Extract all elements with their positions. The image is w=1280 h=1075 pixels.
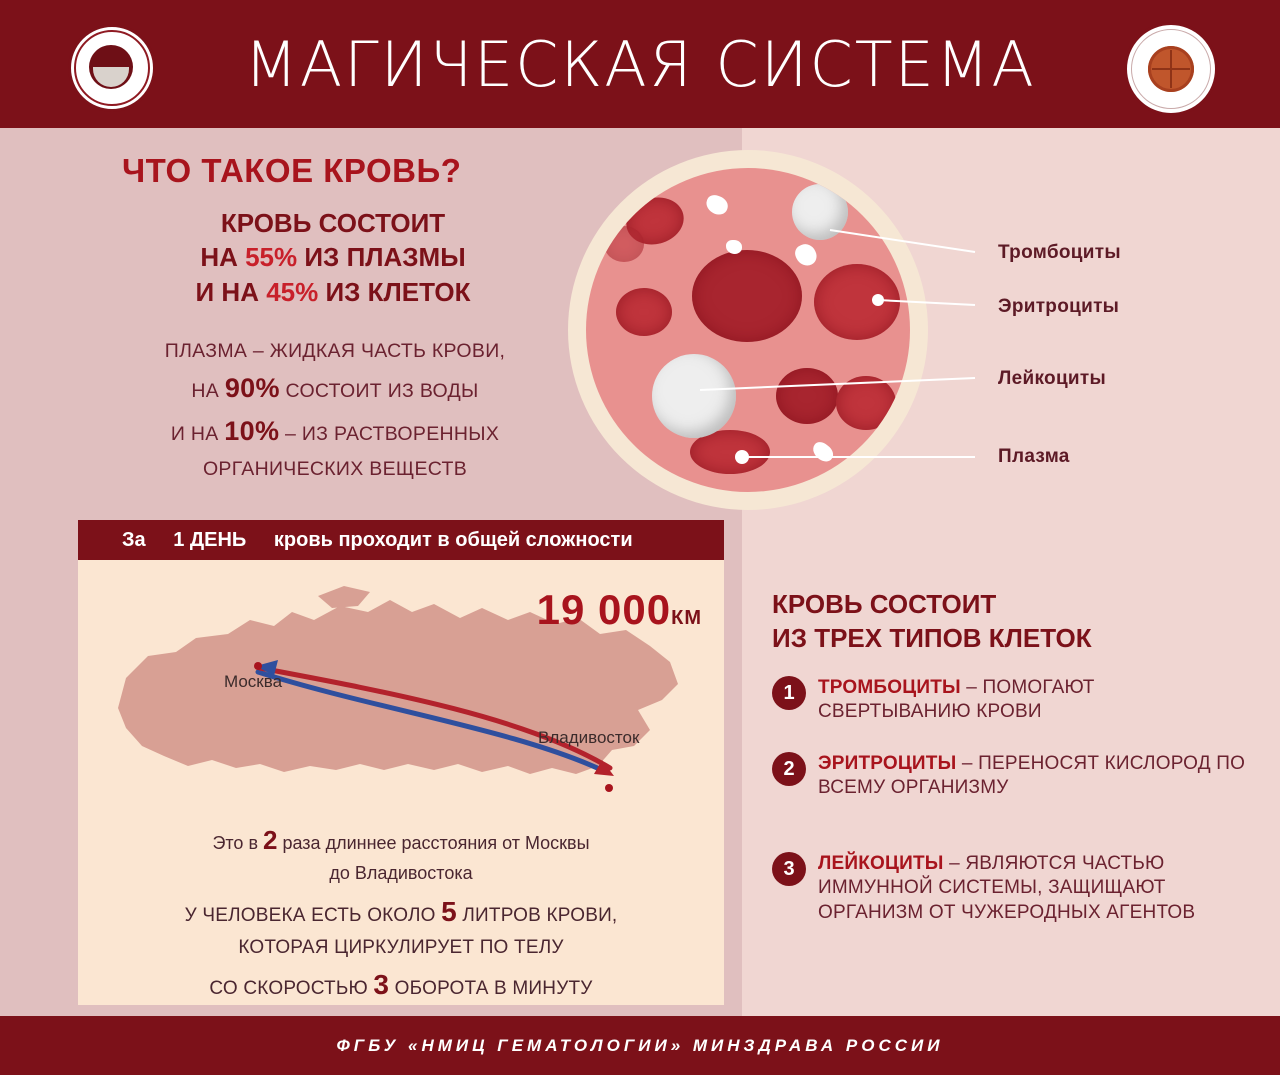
erythrocyte [692, 250, 802, 342]
map-comparison-note [78, 822, 724, 886]
speed-turns: 3 [373, 968, 390, 1000]
organics-percent-value: 10 [224, 416, 255, 447]
footer-text: ФГБУ «НМИЦ ГЕМАТОЛОГИИ» МИНЗДРАВА РОССИИ [336, 1035, 944, 1055]
plasma-line-2-suffix: СОСТОИТ ИЗ ВОДЫ [279, 380, 479, 403]
city-label-moscow: Москва [224, 672, 283, 691]
callout-erythrocytes: Эритроциты [998, 296, 1120, 317]
cell-icon [1148, 46, 1194, 92]
composition-block [118, 206, 548, 309]
water-percent-value: 90 [224, 373, 256, 404]
composition-line-2-suffix: ИЗ ПЛАЗМЫ [297, 242, 466, 273]
plasma-line-3-prefix: И НА [170, 423, 225, 446]
composition-line-3-prefix: И НА [195, 276, 267, 307]
callout-platelets: Тромбоциты [998, 242, 1121, 263]
volume-prefix: У ЧЕЛОВЕКА ЕСТЬ ОКОЛО [184, 905, 442, 926]
blood-volume-line-3 [78, 963, 724, 1005]
question-title: ЧТО ТАКОЕ КРОВЬ? [122, 152, 462, 189]
moscow-dot [254, 662, 262, 670]
composition-line-2 [118, 240, 548, 274]
cell-description [818, 852, 1248, 925]
platelet [726, 240, 742, 254]
leukocyte [652, 354, 736, 438]
plasma-description [100, 336, 570, 485]
cells-title-line-1: КРОВЬ СОСТОИТ [772, 589, 997, 619]
cells-percent: 45% [266, 276, 319, 307]
composition-line-2-prefix: НА [200, 242, 246, 273]
speed-suffix: ОБОРОТА В МИНУТУ [389, 977, 593, 999]
map-comparison-line-1 [78, 822, 724, 860]
cell-description [818, 676, 1248, 725]
map-note-prefix: Это в [212, 833, 264, 853]
plasma-line-4: ОРГАНИЧЕСКИХ ВЕЩЕСТВ [202, 457, 468, 480]
cell-desc-text: – ПОМОГАЮТ СВЕРТЫВАНИЮ КРОВИ [818, 677, 1095, 723]
poster-header [0, 0, 1280, 128]
map-header-bar [78, 520, 724, 560]
erythrocyte [604, 226, 644, 262]
plasma-line-2 [100, 367, 570, 410]
cell-name: ЭРИТРОЦИТЫ [818, 753, 957, 774]
erythrocyte [776, 368, 838, 424]
map-header-days: 1 ДЕНЬ [173, 528, 247, 551]
cell-number-badge: 3 [772, 852, 806, 886]
erythrocyte [836, 376, 896, 430]
plasma-line-1: ПЛАЗМА – ЖИДКАЯ ЧАСТЬ КРОВИ, [164, 340, 506, 362]
distance-number: 19 000 [536, 586, 672, 633]
plasma-percent: 55% [245, 242, 298, 273]
callout-leukocytes: Лейкоциты [998, 368, 1107, 389]
organics-percent-sign: % [254, 416, 280, 447]
gematology-center-logo [68, 24, 156, 112]
erythrocyte [616, 288, 672, 336]
map-panel [78, 560, 724, 1005]
blood-volume-line-2: КОТОРАЯ ЦИРКУЛИРУЕТ ПО ТЕЛУ [238, 937, 564, 959]
cell-desc-text: – ЯВЛЯЮТСЯ ЧАСТЬЮ ИММУННОЙ СИСТЕМЫ, ЗАЩИЩАЮТ ОРГАНИЗМ ОТ ЧУЖЕРОДНЫХ АГЕНТОВ [818, 853, 1196, 923]
platelet [809, 439, 836, 465]
map-header-text [78, 529, 633, 552]
callout-plasma: Плазма [998, 446, 1070, 467]
blood-field [586, 168, 910, 492]
distance-value [537, 586, 702, 634]
map-header-prefix: За [122, 528, 152, 551]
platelet [704, 193, 731, 217]
cell-desc-text: – ПЕРЕНОСЯТ КИСЛОРОД ПО ВСЕМУ ОРГАНИЗМУ [818, 753, 1246, 799]
map-comparison-line-2: до Владивостока [329, 862, 473, 883]
page-title: МАГИЧЕСКАЯ СИСТЕМА [244, 27, 1036, 101]
blood-composition-illustration [568, 150, 928, 510]
erythrocyte [814, 264, 900, 340]
map-note-suffix: раза длиннее расстояния от Москвы [277, 833, 590, 853]
map-header-suffix: кровь проходит в общей сложности [268, 528, 633, 551]
blood-drop-icon [89, 45, 133, 89]
blood-volume-line-1 [78, 890, 724, 933]
plasma-line-2-prefix: НА [191, 380, 225, 403]
distance-unit: КМ [671, 607, 702, 629]
cells-section-title [772, 588, 1092, 656]
cell-name: ЛЕЙКОЦИТЫ [818, 853, 944, 874]
composition-line-3 [118, 275, 548, 309]
leukocyte [792, 184, 848, 240]
blood-volume-note [78, 890, 724, 1005]
cells-title-line-2: ИЗ ТРЕХ ТИПОВ КЛЕТОК [772, 622, 1092, 653]
volume-liters: 5 [441, 896, 457, 927]
city-label-vladivostok: Владивосток [538, 728, 640, 747]
platelet [792, 241, 819, 269]
cell-description [818, 752, 1248, 801]
cell-name: ТРОМБОЦИТЫ [818, 677, 961, 698]
vladivostok-dot [605, 784, 613, 792]
water-percent-sign: % [255, 373, 280, 404]
plasma-line-3 [100, 410, 570, 453]
composition-line-1: КРОВЬ СОСТОИТ [220, 208, 446, 238]
speed-prefix: СО СКОРОСТЬЮ [209, 977, 374, 999]
poster-footer [0, 1016, 1280, 1075]
national-hematological-society-logo [1124, 22, 1218, 116]
cell-number-badge: 2 [772, 752, 806, 786]
composition-line-3-suffix: ИЗ КЛЕТОК [318, 276, 471, 307]
volume-suffix: ЛИТРОВ КРОВИ, [456, 905, 618, 926]
cell-number-badge: 1 [772, 676, 806, 710]
map-note-multiplier: 2 [263, 825, 278, 855]
plasma-line-3-suffix: – ИЗ РАСТВОРЕННЫХ [279, 423, 500, 446]
